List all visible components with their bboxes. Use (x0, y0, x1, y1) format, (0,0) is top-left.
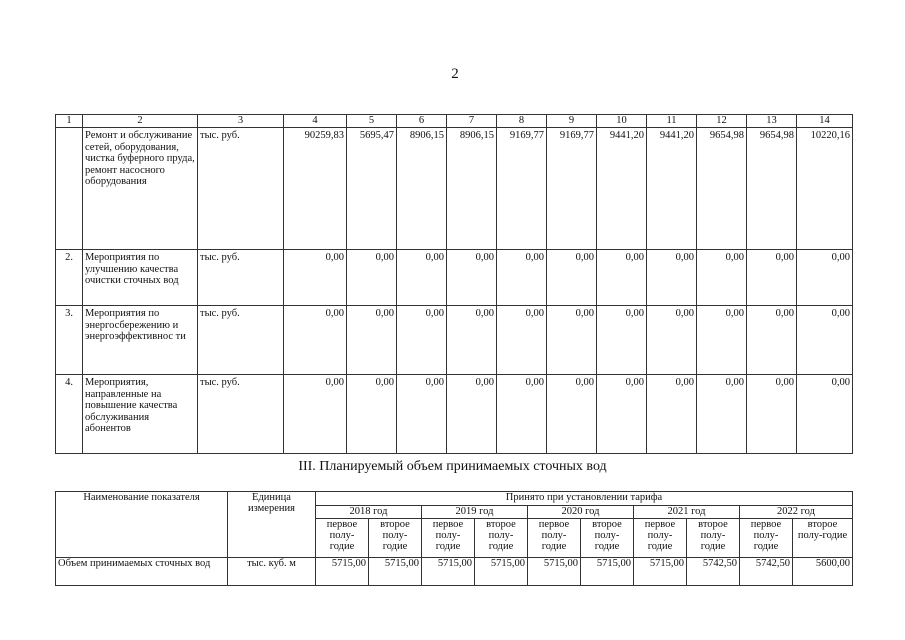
cost-value: 0,00 (284, 375, 347, 454)
column-number: 3 (198, 115, 284, 128)
cost-table (55, 114, 853, 454)
half-year-first: первое полу-годие (316, 519, 369, 558)
row-name: Ремонт и обслуживание сетей, оборудования, чистка буферного пруда, ремонт насосного оборудования (83, 128, 198, 250)
cost-value: 0,00 (397, 250, 447, 306)
row-name: Мероприятия, направленные на повышение качества обслуживания абонентов (83, 375, 198, 454)
cost-value: 0,00 (347, 250, 397, 306)
cost-value: 0,00 (347, 306, 397, 375)
column-number: 11 (647, 115, 697, 128)
cost-value: 0,00 (547, 250, 597, 306)
cost-value: 0,00 (647, 375, 697, 454)
volume-table (55, 491, 853, 586)
cost-value: 9169,77 (547, 128, 597, 250)
cost-value: 0,00 (797, 375, 853, 454)
volume-value: 5742,50 (740, 558, 793, 586)
column-number: 14 (797, 115, 853, 128)
half-year-second: второе полу-годие (793, 519, 853, 558)
cost-value: 0,00 (447, 306, 497, 375)
cost-value: 9654,98 (697, 128, 747, 250)
half-year-second: второе полу-годие (369, 519, 422, 558)
row-index: 4. (56, 375, 83, 454)
cost-value: 0,00 (347, 375, 397, 454)
volume-value: 5715,00 (475, 558, 528, 586)
cost-value: 0,00 (597, 306, 647, 375)
section-title: III. Планируемый объем принимаемых сточных вод (298, 459, 607, 474)
volume-value: 5715,00 (581, 558, 634, 586)
row-name: Объем принимаемых сточных вод (56, 558, 228, 586)
cost-value: 9441,20 (597, 128, 647, 250)
cost-value: 0,00 (797, 306, 853, 375)
table-header-row (56, 115, 853, 128)
cost-value: 0,00 (497, 306, 547, 375)
row-name: Мероприятия по энергосбережению и энергоэффективнос ти (83, 306, 198, 375)
cost-value: 0,00 (284, 306, 347, 375)
cost-value: 0,00 (497, 375, 547, 454)
cost-value: 0,00 (597, 375, 647, 454)
cost-value: 8906,15 (447, 128, 497, 250)
column-number: 7 (447, 115, 497, 128)
column-header-indicator: Наименование показателя (56, 492, 228, 558)
year-header: 2019 год (422, 506, 528, 519)
cost-value: 0,00 (547, 375, 597, 454)
column-number: 6 (397, 115, 447, 128)
row-unit: тыс. куб. м (228, 558, 316, 586)
volume-value: 5742,50 (687, 558, 740, 586)
half-year-first: первое полу-годие (740, 519, 793, 558)
page-number: 2 (451, 66, 459, 82)
year-header: 2021 год (634, 506, 740, 519)
column-number: 1 (56, 115, 83, 128)
cost-value: 0,00 (547, 306, 597, 375)
row-name: Мероприятия по улучшению качества очистки сточных вод (83, 250, 198, 306)
cost-value: 9654,98 (747, 128, 797, 250)
cost-value: 9169,77 (497, 128, 547, 250)
cost-value: 0,00 (397, 306, 447, 375)
cost-value: 8906,15 (397, 128, 447, 250)
cost-value: 0,00 (284, 250, 347, 306)
row-unit: тыс. руб. (198, 250, 284, 306)
column-number: 2 (83, 115, 198, 128)
row-unit: тыс. руб. (198, 306, 284, 375)
half-year-first: первое полу-годие (422, 519, 475, 558)
row-index: 3. (56, 306, 83, 375)
cost-value: 9441,20 (647, 128, 697, 250)
column-number: 12 (697, 115, 747, 128)
half-year-second: второе полу-годие (581, 519, 634, 558)
cost-value: 0,00 (697, 250, 747, 306)
row-unit: тыс. руб. (198, 375, 284, 454)
table-row (56, 306, 853, 375)
cost-value: 0,00 (447, 250, 497, 306)
cost-value: 0,00 (647, 250, 697, 306)
half-year-first: первое полу-годие (634, 519, 687, 558)
year-header: 2018 год (316, 506, 422, 519)
cost-value: 10220,16 (797, 128, 853, 250)
table-row (56, 128, 853, 250)
column-number: 13 (747, 115, 797, 128)
cost-value: 0,00 (747, 375, 797, 454)
volume-value: 5715,00 (422, 558, 475, 586)
table-row (56, 250, 853, 306)
column-header-unit: Единица измерения (228, 492, 316, 558)
row-index (56, 128, 83, 250)
column-number: 5 (347, 115, 397, 128)
column-number: 9 (547, 115, 597, 128)
cost-value: 0,00 (697, 375, 747, 454)
row-unit: тыс. руб. (198, 128, 284, 250)
cost-value: 90259,83 (284, 128, 347, 250)
cost-value: 0,00 (647, 306, 697, 375)
cost-value: 0,00 (497, 250, 547, 306)
volume-value: 5715,00 (369, 558, 422, 586)
column-number: 4 (284, 115, 347, 128)
column-number: 10 (597, 115, 647, 128)
year-header: 2020 год (528, 506, 634, 519)
row-index: 2. (56, 250, 83, 306)
cost-value: 0,00 (397, 375, 447, 454)
year-header: 2022 год (740, 506, 853, 519)
cost-value: 0,00 (447, 375, 497, 454)
cost-value: 5695,47 (347, 128, 397, 250)
volume-value: 5600,00 (793, 558, 853, 586)
half-year-second: второе полу-годие (475, 519, 528, 558)
column-header-accepted: Принято при установлении тарифа (316, 492, 853, 506)
volume-value: 5715,00 (528, 558, 581, 586)
volume-value: 5715,00 (316, 558, 369, 586)
cost-value: 0,00 (747, 306, 797, 375)
half-year-first: первое полу-годие (528, 519, 581, 558)
column-number: 8 (497, 115, 547, 128)
half-year-second: второе полу-годие (687, 519, 740, 558)
cost-value: 0,00 (747, 250, 797, 306)
table-row (56, 375, 853, 454)
cost-value: 0,00 (697, 306, 747, 375)
volume-value: 5715,00 (634, 558, 687, 586)
cost-value: 0,00 (597, 250, 647, 306)
cost-value: 0,00 (797, 250, 853, 306)
